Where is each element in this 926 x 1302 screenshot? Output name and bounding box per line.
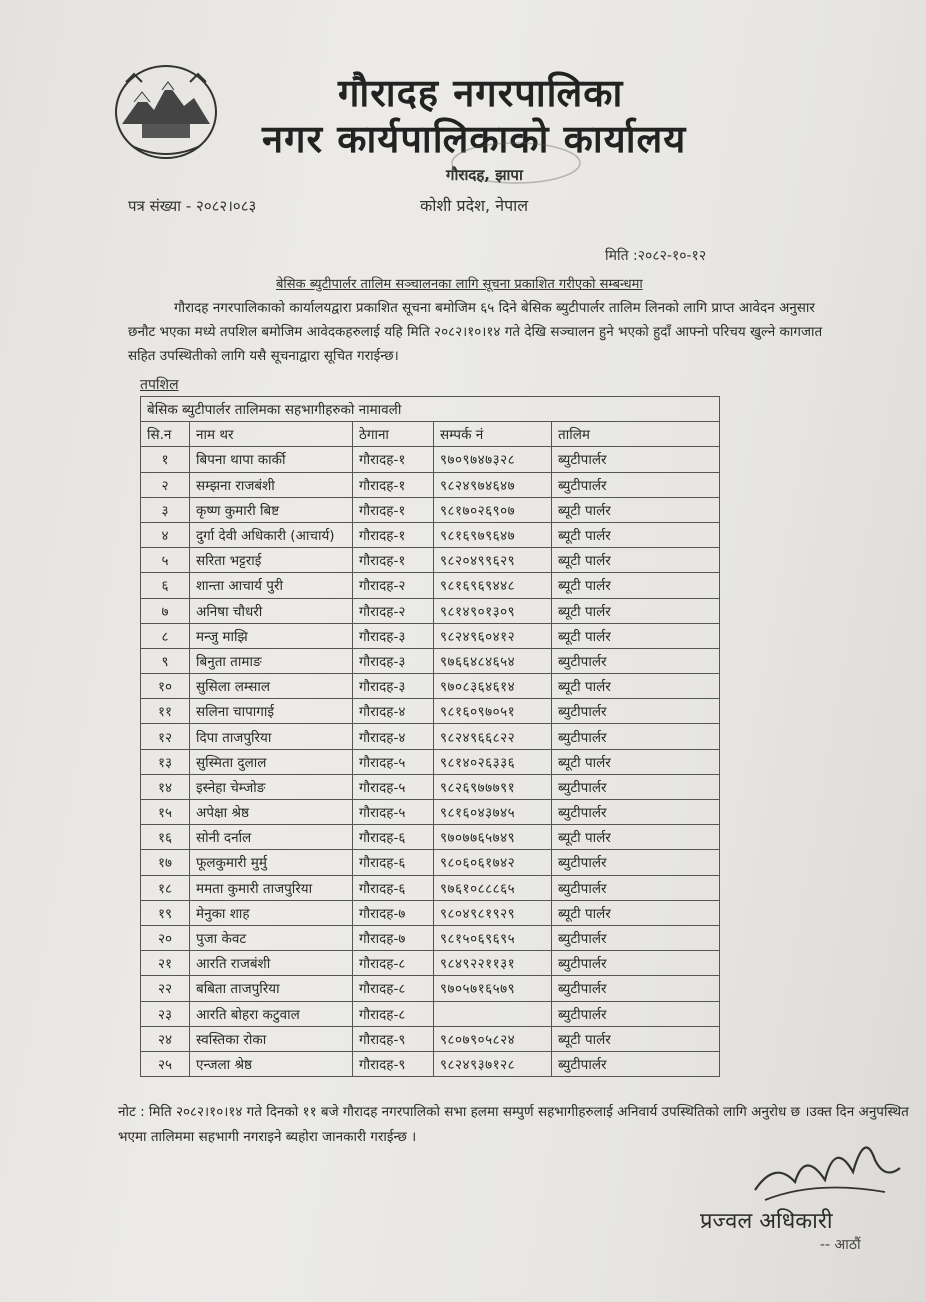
training-cell: ब्युटीपार्लर [552, 800, 720, 825]
address-cell: गौरादह-६ [353, 825, 434, 850]
serial-cell: २३ [141, 1001, 190, 1026]
serial-cell: १५ [141, 800, 190, 825]
contact-cell [434, 1001, 552, 1026]
name-cell: सरिता भट्टराई [190, 548, 353, 573]
serial-cell: २२ [141, 976, 190, 1001]
serial-cell: ९ [141, 648, 190, 673]
table-header-row [141, 422, 720, 447]
table-row [141, 699, 720, 724]
address-cell: गौरादह-४ [353, 699, 434, 724]
participants-table [140, 396, 720, 1077]
contact-cell: ९८१६०४३७४५ [434, 800, 552, 825]
serial-cell: १९ [141, 900, 190, 925]
office-location: गौरादह, झापा [446, 166, 523, 184]
table-caption: बेसिक ब्युटीपार्लर तालिमका सहभागीहरुको नामावली [141, 397, 720, 422]
address-cell: गौरादह-१ [353, 447, 434, 472]
address-cell: गौरादह-१ [353, 522, 434, 547]
address-cell: गौरादह-७ [353, 925, 434, 950]
contact-cell: ९८२४९६०४१२ [434, 623, 552, 648]
training-cell: ब्युटीपार्लर [552, 648, 720, 673]
name-cell: बिपना थापा कार्की [190, 447, 353, 472]
table-row [141, 472, 720, 497]
table-row [141, 875, 720, 900]
name-cell: इस्नेहा चेम्जोङ [190, 774, 353, 799]
training-cell: ब्यूटी पार्लर [552, 623, 720, 648]
name-cell: अपेक्षा श्रेष्ठ [190, 800, 353, 825]
training-cell: ब्यूटी पार्लर [552, 749, 720, 774]
serial-cell: २० [141, 925, 190, 950]
address-cell: गौरादह-३ [353, 648, 434, 673]
contact-cell: ९८१४०२६३३६ [434, 749, 552, 774]
training-cell: ब्यूटी पार्लर [552, 825, 720, 850]
contact-cell: ९८०७९०५८२४ [434, 1026, 552, 1051]
name-cell: बबिता ताजपुरिया [190, 976, 353, 1001]
serial-cell: १६ [141, 825, 190, 850]
contact-cell: ९८२६९७७७९१ [434, 774, 552, 799]
name-cell: आरति राजबंशी [190, 951, 353, 976]
address-cell: गौरादह-५ [353, 774, 434, 799]
training-cell: ब्यूटी पार्लर [552, 573, 720, 598]
name-cell: आरति बोहरा कटुवाल [190, 1001, 353, 1026]
name-cell: मेनुका शाह [190, 900, 353, 925]
contact-cell: ९८१६९७९६४७ [434, 522, 552, 547]
name-cell: फूलकुमारी मुर्मु [190, 850, 353, 875]
address-cell: गौरादह-१ [353, 472, 434, 497]
footer-note: नोट : मिति २०८२।१०।१४ गते दिनको ११ बजे गौरादह नगरपालिको सभा हलमा सम्पुर्ण सहभागीहरुलाई अनिवार्य उपस्थितिको लागि अनुरोध छ ।उक्त दिन अनुपस्थित भएमा तालिममा सहभागी नगराइने ब्यहोरा जानकारी गराईन्छ । [118, 1104, 909, 1145]
table-row [141, 1001, 720, 1026]
table-row [141, 951, 720, 976]
training-cell: ब्युटीपार्लर [552, 1051, 720, 1076]
contact-cell: ९७०५७१६५७९ [434, 976, 552, 1001]
name-cell: पुजा केवट [190, 925, 353, 950]
serial-cell: ४ [141, 522, 190, 547]
serial-cell: १७ [141, 850, 190, 875]
contact-cell: ९८१६९६९४४८ [434, 573, 552, 598]
table-row [141, 497, 720, 522]
training-cell: ब्युटीपार्लर [552, 472, 720, 497]
serial-cell: २४ [141, 1026, 190, 1051]
contact-cell: ९८०४९८१९२९ [434, 900, 552, 925]
table-row [141, 900, 720, 925]
province-line: कोशी प्रदेश, नेपाल [420, 196, 529, 215]
address-cell: गौरादह-८ [353, 951, 434, 976]
serial-cell: १४ [141, 774, 190, 799]
address-cell: गौरादह-१ [353, 497, 434, 522]
contact-cell: ९७६६४८४६५४ [434, 648, 552, 673]
training-cell: ब्युटीपार्लर [552, 875, 720, 900]
table-body [141, 447, 720, 1077]
address-cell: गौरादह-८ [353, 1001, 434, 1026]
name-cell: कृष्ण कुमारी बिष्ट [190, 497, 353, 522]
address-cell: गौरादह-३ [353, 623, 434, 648]
letter-body: गौरादह नगरपालिकाको कार्यालयद्वारा प्रकाशित सूचना बमोजिम ६५ दिने बेसिक ब्युटीपार्लर तालिम लिनको लागि प्राप्त आवेदन अनुसार छनौट भएका मध्ये तपशिल बमोजिम आवेदकहरुलाई यहि मिति २०८२।१०।१४ गते देखि सञ्चालन हुने भएको हुदाँ आफ्नो परिचय खुल्ने कागजात सहित उपस्थितीको लागि यसै सूचनाद्वारा सूचित गराईन्छ। [128, 300, 823, 364]
serial-cell: ८ [141, 623, 190, 648]
table-row [141, 598, 720, 623]
serial-cell: ११ [141, 699, 190, 724]
table-row [141, 573, 720, 598]
header-name: नाम थर [190, 422, 353, 447]
reference-number: पत्र संख्या - २०८२।०८३ [128, 197, 257, 215]
training-cell: ब्यूटी पार्लर [552, 497, 720, 522]
contact-cell: ९७०९७४७३२८ [434, 447, 552, 472]
address-cell: गौरादह-९ [353, 1051, 434, 1076]
serial-cell: २५ [141, 1051, 190, 1076]
contact-cell: ९८०६०६१७४२ [434, 850, 552, 875]
serial-cell: २ [141, 472, 190, 497]
table-row [141, 522, 720, 547]
serial-cell: १२ [141, 724, 190, 749]
address-cell: गौरादह-८ [353, 976, 434, 1001]
letter-subject: बेसिक ब्युटीपार्लर तालिम सञ्चालनका लागि सूचना प्रकाशित गरीएको सम्बन्धमा [276, 277, 643, 292]
table-row [141, 749, 720, 774]
header-contact: सम्पर्क नं [434, 422, 552, 447]
address-cell: गौरादह-२ [353, 573, 434, 598]
training-cell: ब्युटीपार्लर [552, 850, 720, 875]
contact-cell: ९८१७०२६९०७ [434, 497, 552, 522]
table-row [141, 774, 720, 799]
address-cell: गौरादह-६ [353, 875, 434, 900]
name-cell: बिनुता तामाङ [190, 648, 353, 673]
name-cell: सुस्मिता दुलाल [190, 749, 353, 774]
contact-cell: ९८४९२२११३१ [434, 951, 552, 976]
contact-cell: ९८१६०९७०५१ [434, 699, 552, 724]
table-row [141, 850, 720, 875]
training-cell: ब्युटीपार्लर [552, 699, 720, 724]
training-cell: ब्युटीपार्लर [552, 447, 720, 472]
contact-cell: ९८२४९६६८२२ [434, 724, 552, 749]
name-cell: स्वस्तिका रोका [190, 1026, 353, 1051]
name-cell: सलिना चापागाई [190, 699, 353, 724]
table-row [141, 648, 720, 673]
name-cell: ममता कुमारी ताजपुरिया [190, 875, 353, 900]
name-cell: एन्जला श्रेष्ठ [190, 1051, 353, 1076]
contact-cell: ९७०७७६५७४९ [434, 825, 552, 850]
contact-cell: ९७६१०८८८६५ [434, 875, 552, 900]
table-row [141, 925, 720, 950]
address-cell: गौरादह-७ [353, 900, 434, 925]
table-row [141, 447, 720, 472]
table-row [141, 1026, 720, 1051]
table-row [141, 976, 720, 1001]
contact-cell: ९७०८३६४६१४ [434, 674, 552, 699]
training-cell: ब्यूटी पार्लर [552, 522, 720, 547]
address-cell: गौरादह-५ [353, 800, 434, 825]
address-cell: गौरादह-९ [353, 1026, 434, 1051]
training-cell: ब्युटीपार्लर [552, 724, 720, 749]
letter-date: मिति :२०८२-१०-१२ [605, 248, 707, 264]
training-cell: ब्यूटी पार्लर [552, 674, 720, 699]
details-label: तपशिल [140, 377, 179, 393]
header-serial: सि.न [141, 422, 190, 447]
serial-cell: १८ [141, 875, 190, 900]
training-cell: ब्युटीपार्लर [552, 951, 720, 976]
serial-cell: ७ [141, 598, 190, 623]
training-cell: ब्यूटी पार्लर [552, 548, 720, 573]
name-cell: शान्ता आचार्य पुरी [190, 573, 353, 598]
serial-cell: १ [141, 447, 190, 472]
training-cell: ब्यूटी पार्लर [552, 900, 720, 925]
training-cell: ब्युटीपार्लर [552, 1001, 720, 1026]
contact-cell: ९८२४९३७१२८ [434, 1051, 552, 1076]
signer-name: प्रज्वल अधिकारी [700, 1209, 833, 1234]
signer-note: -- आठौं [820, 1237, 861, 1253]
contact-cell: ९८२४९७४६४७ [434, 472, 552, 497]
table-row [141, 825, 720, 850]
table-row [141, 1051, 720, 1076]
contact-cell: ९८१५०६९६९५ [434, 925, 552, 950]
serial-cell: १३ [141, 749, 190, 774]
name-cell: अनिषा चौधरी [190, 598, 353, 623]
contact-cell: ९८१४९०१३०९ [434, 598, 552, 623]
training-cell: ब्युटीपार्लर [552, 774, 720, 799]
serial-cell: ३ [141, 497, 190, 522]
training-cell: ब्युटीपार्लर [552, 925, 720, 950]
training-cell: ब्यूटी पार्लर [552, 598, 720, 623]
serial-cell: २१ [141, 951, 190, 976]
name-cell: सोनी दर्नाल [190, 825, 353, 850]
municipality-emblem-icon [112, 62, 220, 162]
table-row [141, 800, 720, 825]
table-row [141, 674, 720, 699]
address-cell: गौरादह-१ [353, 548, 434, 573]
serial-cell: १० [141, 674, 190, 699]
address-cell: गौरादह-६ [353, 850, 434, 875]
name-cell: सुसिला लम्साल [190, 674, 353, 699]
name-cell: मन्जु माझि [190, 623, 353, 648]
name-cell: दिपा ताजपुरिया [190, 724, 353, 749]
table-row [141, 548, 720, 573]
table-row [141, 724, 720, 749]
address-cell: गौरादह-२ [353, 598, 434, 623]
header-training: तालिम [552, 422, 720, 447]
address-cell: गौरादह-३ [353, 674, 434, 699]
serial-cell: ६ [141, 573, 190, 598]
municipality-title: गौरादह नगरपालिका [338, 71, 624, 115]
training-cell: ब्यूटी पार्लर [552, 1026, 720, 1051]
training-cell: ब्युटीपार्लर [552, 976, 720, 1001]
table-row [141, 623, 720, 648]
contact-cell: ९८२०४९९६२९ [434, 548, 552, 573]
name-cell: सम्झना राजबंशी [190, 472, 353, 497]
header-address: ठेगाना [353, 422, 434, 447]
name-cell: दुर्गा देवी अधिकारी (आचार्य) [190, 522, 353, 547]
address-cell: गौरादह-४ [353, 724, 434, 749]
serial-cell: ५ [141, 548, 190, 573]
address-cell: गौरादह-५ [353, 749, 434, 774]
office-title: नगर कार्यपालिकाको कार्यालय [262, 117, 687, 161]
